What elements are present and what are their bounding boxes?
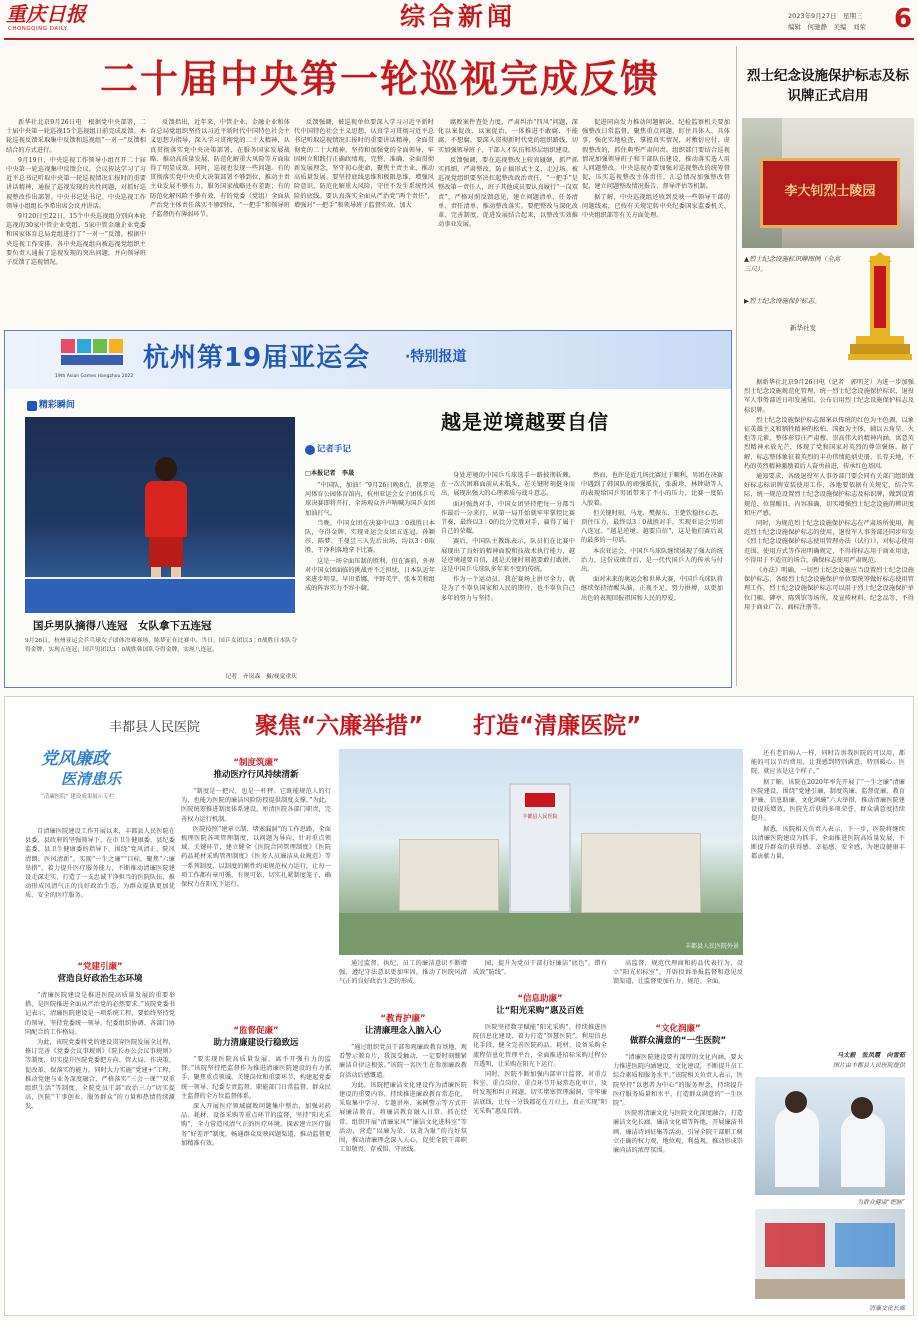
- note-label: 记者手记: [316, 444, 351, 455]
- article-paragraph: “中国队，加油！”9月26日晚8点，拱墅运河体育公园体育馆内，杭州亚运会女子团体乒乓球决赛即将开打，全场观众齐声呐喊为国乒女团加油打气。: [305, 482, 435, 517]
- lead-column-1: [6, 118, 146, 326]
- hospital-paragraph: 同时，医院不断加强内部审计监督，对重点科室、重点岗位、重点环节开展常态化审计，及时发现和纠正问题，切实堵塞管理漏洞，守牢廉洁底线，让每一分钱都花在刀刃上，真正实现“阳光采购”惠及百姓。: [473, 1071, 607, 1115]
- hospital-paragraph: 通过监督、执纪，员工的廉洁意识不断增强，遵纪守法意识更加牢固，推动了医院风清气正的良好政治生态的形成。: [339, 960, 467, 986]
- article-paragraph: 这是一场全面压制的胜利，但在赛前，外界对中国女团面临的挑战并不乏担忧，日本队近年来进步明显，早田希娜、平野美宇、张本美和组成的阵容实力不容小觑。: [305, 557, 435, 593]
- lead-paragraph: 9月20日至22日，15个中央巡视组分别向本轮巡视的30家中管企业党组、5家中管金融企业党委和国家体育总局党组进行了“一对一”反馈。根据中央巡视工作安排，各中央巡视组向被巡视党组织主要负责人通报了巡视发现的突出问题，并向领导班子反馈了巡视情况。: [6, 213, 146, 267]
- hospital-section: [4, 696, 914, 1316]
- subhead-party-building-a: “党建引廉”: [77, 962, 123, 972]
- subhead-culture-a: “文化润廉”: [655, 1024, 701, 1034]
- logo-line-3: “清廉医院” 建设成果展示专栏: [41, 794, 115, 800]
- hospital-paragraph: “清廉医院建设是推进医院高质量发展的重要举措，是医院推进全面从严治党的必然要求。”该院党委书记表示，清廉医院建设是一项系统工程，要始终坚持党的领导，坚持党委统一领导、纪委组织协调、各部门协同配合的工作格局。: [25, 992, 175, 1036]
- page-number: 6: [894, 4, 913, 34]
- article-column-1: [305, 481, 435, 681]
- lead-column-2: [150, 118, 290, 326]
- asian-games-box: [4, 330, 732, 688]
- hospital-paragraph: 还有老旧病人一样，同时告诉我医院的可以用，都能的可以节约费用，让我感到特别满意，特别暖心。医院，就应该是这个样子。”: [751, 750, 905, 776]
- subhead-education: [339, 1013, 467, 1037]
- lead-paragraph: 促进同向发力推动问题解决。纪检监察机关要加强整改日常监督，聚焦重点问题，盯住具体人、具体事，强化实地检查，掌握真实情况，对敷衍应付、虚假整改的，抓住典型严肃问责。组织部门要结合巡视情况加强领导班子和干部队伍建设，推动落实选人用人问题整改。中央巡视办要加强对巡视整改的统筹督促，压实巡视整改主体责任，汇总情况加强整改督促，建立问题整改情况报告、督导评估等机制。: [582, 119, 730, 191]
- note-label-box: [305, 445, 369, 467]
- sidebar-body: [744, 378, 914, 688]
- hospital-paragraph: 医院将清廉文化与医院文化深度融合，打造廉洁文化长廊、廉洁文化墙等阵地，开展廉洁书画、廉洁诗词征集等活动，引导全院干部职工树立正确的权力观、地位观、利益观，推动形成崇廉尚洁的浓厚氛围。: [613, 1110, 743, 1155]
- subhead-system-b: 推动医疗行风持续清新: [213, 770, 299, 780]
- article-paragraph: 本次亚运会，中国乒乓球队继续展现了强大的统治力，这份成绩背后，是一代代国乒人的传承与付出。: [581, 547, 723, 574]
- hospital-paragraph: 高监督，规范代理商和药品代表行为，设立“阳光招标室”，开辟投诉举报监督和意见反馈渠道，让监督更加有力、规范、全面。: [613, 960, 743, 986]
- photo-credit: 记者 齐岚森 摄/视觉重庆: [225, 674, 297, 680]
- article-paragraph: 然而，也许是近几场比赛过于顺利，男团在决赛中遇到了韩国队的顽强抵抗，张禹珍、林钟勋等人的表现给国乒男团带来了不小的压力，比赛一度陷入胶着。: [581, 472, 723, 507]
- hospital-paragraph: “要实现医院高质量发展，离不开强有力的监督。”该院坚持把监督作为推进清廉医院建设的有力抓手，聚焦重点领域、关键岗位和重要环节，构建起党委统一领导、纪委专责监督、职能部门日常监督、群众民主监督的全方位监督体系。: [181, 1056, 331, 1100]
- article-headline: 越是逆境越要自信: [441, 410, 609, 434]
- memorial-sign-text: 李大钊烈士陵园: [784, 184, 876, 199]
- sidebar-credit: 新华社发: [790, 324, 816, 332]
- logo-line-2: 医清患乐: [61, 770, 122, 788]
- subhead-education-b: 让清廉理念入脑入心: [364, 1026, 442, 1036]
- pen-icon: [305, 445, 315, 455]
- subhead-party-building: [25, 961, 175, 985]
- hospital-intro: [25, 827, 175, 957]
- protection-emblem: [848, 252, 912, 370]
- newspaper-logo-en: CHONGQING DAILY: [8, 26, 68, 32]
- hospital-paragraph: 园，提升为党员干部打好廉洁“底色”，错有成效“防线”。: [473, 960, 607, 977]
- hospital-column-f: [751, 749, 905, 1045]
- hospital-paragraph: 医院坚持数字赋能“阳光采购”，持续推进医院信息化建设，着力打造“智慧医院”。利用信息化手段，健全完善医院药品、耗材、设备采购全流程信息化管理平台，全面推进招标采购过程公开透明，让采购在阳光下运行。: [473, 1024, 607, 1068]
- sidebar-legend-1: ▲烈士纪念设施标识牌图例（全高三尺）。: [744, 255, 840, 273]
- doctor-photo-caption: 为群众健康“把脉”: [856, 1199, 905, 1206]
- lead-column-4: [438, 118, 578, 326]
- memorial-sign: [760, 158, 900, 228]
- clean-hospital-logo: [41, 749, 161, 819]
- sidebar-headline: 烈士纪念设施保护标志及标识牌正式启用: [747, 68, 909, 104]
- lead-headline: 二十届中央第一轮巡视完成反馈: [99, 57, 660, 101]
- lead-paragraph: 腐败案件查处力度，严肃纠治“四风”问题，深化以案促改、以案促治，一体推进不敢腐、不能腐、不想腐。要深入贯彻新时代党的组织路线，切实加强领导班子、干部人才队伍和基层组织建设。: [438, 119, 578, 154]
- doctor-photo: [755, 1077, 905, 1195]
- hospital-byline: 马太毅 张凤霞 向雪茹: [836, 1052, 905, 1059]
- masthead-rule: [4, 38, 914, 40]
- sidebar-paragraph: 同时，为规范烈士纪念设施保护标志在严肃场所使用，规范烈士纪念设施保护标志的使用，退役军人事务部还同步印发《烈士纪念设施保护标志使用管理办法（试行）》，对标志使用范围、使用方式等作出明确规定，不得将标志用于商业用途，不得用于不适宜的场合，确保标志使用严肃规范。: [744, 520, 914, 564]
- issue-date: 2023年9月27日 星期三: [788, 12, 863, 20]
- section-title: 综合新闻: [400, 2, 517, 31]
- subhead-supervision-a: “监督促廉”: [233, 1026, 279, 1036]
- hospital-mid-1: [339, 959, 467, 999]
- hospital-tower: [509, 783, 571, 913]
- subhead-supervision-b: 助力清廉建设行稳致远: [213, 1038, 299, 1048]
- sidebar-photo: [742, 118, 914, 248]
- article-paragraph: 面对强劲对手，中国女团坚持把每一分都当作最后一分来打，从第一局开始就牢牢掌控比赛节奏，最终以3∶0的比分完胜对手，赢得了属于自己的荣耀。: [441, 500, 575, 536]
- lead-column-5: [582, 118, 730, 326]
- sidebar-paragraph: 通知要求，各级退役军人事务部门要会同有关部门组织做好标志标识牌安装使用工作，各地要依据有关规定，结合实际，统一规范设置烈士纪念设施保护标志及标识牌，做到设置规范、位置醒目、内容准确，切实增强烈士纪念设施的辨识度和庄严感。: [744, 473, 914, 517]
- hospital-sign: 丰都县人民医院: [522, 814, 558, 820]
- sidebar-divider: [736, 46, 737, 686]
- hospital-paragraph: 据悉，该院相关负责人表示，下一步，医院将继续以清廉医院建设为抓手，全面推进医院高质量发展，不断提升群众的获得感、幸福感、安全感，为建设健康丰都贡献力量。: [751, 825, 905, 861]
- asian-games-emblem: [55, 337, 135, 385]
- hospital-column-b2: [181, 1055, 331, 1311]
- hospital-paragraph: 自清廉医院建设工作开展以来，丰都县人民医院在县委、县政府的坚强领导下，在市卫生健康委、县纪委监委、县卫生健康委的指导下，围绕“党风清正、院风清朗、医风清新”，实现“一生之廉”“目标，聚焦“六廉举措”，着力提升医疗服务能力，不断推动清廉医院建设走深走实，打造了一支忠诚干净担当的医院队伍，推动形成风清气正的良好政治生态，为群众提供更加优质、安全的医疗服务。: [25, 828, 175, 900]
- hospital-paragraph: 为此，该院党委将党的建设贯穿医院发展全过程，修订完善《党委会议事规则》《院长办公会议事规则》等制度，切实提升医院党委把方向、管大局、作决策、促改革、保落实的能力。同时大力实施“党建+”工程，推动党建与业务深度融合，严格落实“三会一课”“双重组织生活”等制度，全院党员干部“政治三力”切实提高，医院“干事创业、服务群众”的力量和热情持续激发。: [25, 1039, 175, 1111]
- article-column-3: [581, 471, 723, 683]
- asian-games-banner: [5, 331, 731, 389]
- corridor-photo-caption: 清廉文化长廊: [868, 1305, 905, 1312]
- camera-icon: [27, 401, 37, 411]
- hospital-byline-sub: 图片由丰都县人民医院提供: [832, 1062, 905, 1069]
- newspaper-logo: 重庆日报: [6, 2, 86, 26]
- hospital-headline-a: 聚焦“六廉举措”: [255, 713, 424, 739]
- hospital-paragraph: “清廉医院建设要有深厚的文化内涵，要大力推进医院内涵建设、文化建设，不断提升员工综合素质和服务水平。”该院相关负责人表示，医院坚持“以患者为中心”的服务理念，持续提升医疗服务质量和水平，打造群众满意的“一生医院”。: [613, 1054, 743, 1108]
- article-paragraph: 当晚，中国女团在决赛中以3∶0战胜日本队，夺得金牌，实现亚运会女团五连冠。孙颖莎、陈梦、王曼昱三人先后出场，均以3∶0取胜，干净利落地拿下比赛。: [305, 519, 435, 555]
- lead-paragraph: 新华社北京9月26日电 根据党中央部署，二十届中央第一轮巡视15个巡视组日前完成反馈。本轮巡视反馈采取集中反馈和巡视组“一对一”反馈相结合的方式进行。: [6, 119, 146, 154]
- subhead-information: [473, 993, 607, 1017]
- photo-headline: 国乒男队摘得八连冠 女队拿下五连冠: [33, 620, 212, 632]
- hospital-paragraph: 据了解，该院在2020年率先开展了“一生之廉”清廉医院建设，围绕“党建引廉、制度筑廉、监督促廉、教育护廉、信息助廉、文化润廉”六大举措，推动清廉医院建设提质增效，医院先后获得多项荣誉，群众满意度持续提升。: [751, 778, 905, 823]
- subhead-information-b: 让“阳光采购”惠及百姓: [496, 1006, 584, 1016]
- emblem-caption: 19th Asian Games Hangzhou 2022: [55, 374, 134, 379]
- asian-games-title: 杭州第19届亚运会: [143, 343, 371, 373]
- subhead-culture: [613, 1023, 743, 1047]
- sidebar-legend-2: ▶烈士纪念设施保护标志。: [744, 297, 821, 305]
- hospital-paragraph: “制度是一把尺，也是一杆秤。它既能规范人的行为，也能为医院的廉洁风险防控提供制度支撑。”为此，医院统筹推进制度体系建设，厘清医院各部门职责，完善权力运行机制。: [181, 788, 331, 823]
- hospital-building-photo: [339, 749, 743, 955]
- hospital-photo-caption: 丰都县人民医院外景: [684, 943, 739, 950]
- lead-paragraph: 据了解，中央巡视组还收到反映一些领导干部的问题线索，已按有关规定转中央纪委国家监委机关、中央组织部等有关方面处理。: [582, 193, 730, 220]
- article-paragraph: 作为一个运动员，我在赛场上拼尽全力，就是为了不辜负国家和人民的期待，也不辜负自己多年的努力与坚持。: [441, 576, 575, 602]
- hospital-paragraph: 为此，该院把廉洁文化建设作为清廉医院建设的重要内容，持续推进廉政教育常态化，采取集中学习、专题讲座、案例警示等方式开展廉洁教育，将廉洁教育融入日常、抓在经常。组织开展“清廉家风”“廉洁文化进科室”等活动，营造“以廉为荣、以贪为耻”的良好氛围，推动清廉理念深入人心，促使全院干部职工知敬畏、存戒惧、守底线。: [339, 1081, 467, 1154]
- lead-paragraph: 反馈指出，近年来，中管企业、金融企业和体育总局党组织坚持以习近平新时代中国特色社会主义思想为指导，深入学习贯彻党的二十大精神，认真贯彻落实党中央决策部署，在服务国家发展战略、推动高质量发展、防范化解重大风险等方面取得了明显成效。同时，巡视也发现一些问题。有的贯彻落实党中央重大决策部署不够到位，推动主责主业发展不够有力，服务国家战略还有差距；有的防范化解风险不够有效，有的党委（党组）全面从严治党主体责任落实不够到位，“一把手”和领导班子监督仍有薄弱环节。: [150, 119, 290, 219]
- hospital-column-d: [473, 1023, 607, 1311]
- article-paragraph: 但关键时刻，马龙、樊振东、王楚钦稳住心态，顶住压力，最终以3∶0战胜对手，实现亚运会男团八连冠。“越是逆境，越要自信”，这是他们赛后说的最多的一句话。: [581, 509, 723, 545]
- table-tennis-table: [25, 577, 295, 613]
- lead-column-3: [294, 118, 434, 326]
- hospital-paragraph: 医院按照“建章立制、堵塞漏洞”的工作思路，全面梳理医院各项管理制度，以问题为导向，针对重点领域、关键环节，建立健全《医院合同管理制度》《医院药品耗材采购管理制度》《医务人员廉洁从业规范》等一系列制度，以制度的刚性约束规范权力运行，让每一项工作都有章可循、有规可依，切实扎紧制度笼子，确保权力在阳光下运行。: [181, 825, 331, 889]
- subhead-education-a: “教育护廉”: [380, 1014, 426, 1024]
- sidebar-paragraph: 据新华社北京9月26日电（记者 郭明芝）为进一步加强烈士纪念设施规范化管理，统一烈士纪念设施保护标识，退役军人事务部近日印发通知，公布启用烈士纪念设施保护标志及标识牌。: [744, 379, 914, 414]
- issue-editors: 编辑 何驰静 美编 刘荣: [788, 23, 866, 31]
- subhead-system-a: “制度筑廉”: [233, 758, 279, 768]
- highlight-tag-label: 精彩瞬间: [38, 400, 75, 411]
- hospital-column-a: [25, 991, 175, 1311]
- logo-line-1: 党风廉政: [41, 749, 109, 769]
- article-byline: □本报记者 李晟: [305, 470, 355, 477]
- hospital-paragraph: 深入开展医疗领域腐败问题集中整治，加强对药品、耗材、设备采购等重点环节的监督，坚持“阳光采购”，全力营造风清气正的医疗环境。探索建立医疗服务“好差评”制度，畅通群众反映问题渠道，推动监督更加精准有效。: [181, 1103, 331, 1147]
- hospital-column-e: [613, 1053, 743, 1311]
- subhead-supervision: [181, 1025, 331, 1049]
- lead-paragraph: 反馈强调，被巡视单位要深入学习习近平新时代中国特色社会主义思想，认真学习贯彻习近平总书记听取巡视情况汇报时的重要讲话精神，全面贯彻党的二十大精神，坚持和加强党的全面领导，牢固树立和践行正确政绩观，完整、准确、全面贯彻新发展理念，坚守初心使命，聚焦主责主业，推动高质量发展。要坚持底线思维和极限思维，增强风险意识，防范化解重大风险，守住不发生系统性风险的底线。要认真落实全面从严治党“两个责任”，增强对“一把手”和领导班子监督实效，加大: [294, 119, 434, 209]
- masthead: [0, 0, 918, 40]
- hospital-mid-3: [613, 959, 743, 999]
- hospital-paragraph: “通过组织党员干部参观廉政教育基地、观看警示教育片，我深受触动，一定要时刻绷紧廉洁自律这根弦。”该院一名医生在参加廉政教育活动后感慨道。: [339, 1044, 467, 1079]
- table-tennis-photo: [25, 417, 295, 613]
- hospital-kicker: 丰都县人民医院: [109, 720, 201, 735]
- subhead-party-building-b: 营造良好政治生态环境: [57, 974, 143, 984]
- subhead-system: [181, 757, 331, 781]
- article-paragraph: 身处逆境的中国乒乓球选手一路披荆斩棘，在一次次困难面前从未低头，在关键时刻挺身而出，展现出强大的心理素质与战斗意志。: [441, 472, 575, 498]
- hospital-column-b1: [181, 787, 331, 1019]
- subhead-information-a: “信息助廉”: [517, 994, 563, 1004]
- article-paragraph: 赛后，中国队主教练表示，队员们在比赛中展现出了良好的精神面貌和技战术执行能力，越是逆境越要自信，越是关键时刻越要敢打敢拼，这是中国乒乓球队多年来不变的传统。: [441, 538, 575, 574]
- subhead-culture-b: 做群众满意的“一生医院”: [629, 1036, 727, 1046]
- article-paragraph: 面对未来的奥运会和世界大赛，中国乒乓球队将继续保持清醒头脑，正视不足，努力拼搏，以更加出色的表现回报祖国和人民的厚爱。: [581, 576, 723, 602]
- lead-paragraph: 反馈强调，要在巡视整改上较真碰硬，抓严抓实抓细，严肃整改，防止搞形式主义、走过场。被巡视党组织要坚决扛起整改政治责任，“一把手”是整改第一责任人，班子其他成员要认真履行“一岗双责”，严格对照反馈意见，建立问题清单、任务清单、责任清单，推动整改落实。要把整改与深化改革、完善制度、促进发展结合起来，以整改实效推动事业发展。: [438, 156, 578, 229]
- lead-paragraph: 9月19日，中央巡视工作领导小组召开二十届中央第一轮巡视集中反馈会议。会议传达学习了习近平总书记听取中央第一轮巡视情况汇报时的重要讲话精神，通报了巡视发现的共性问题，对抓好巡视整改作出部署。中央书记处书记、中央巡视工作领导小组组长李希出席会议并讲话。: [6, 156, 146, 210]
- culture-corridor-photo: [755, 1209, 905, 1299]
- sidebar-paragraph: 烈士纪念设施保护标志图案以传统的红色为主色调，以象征英雄主义和牺牲精神的松柏、国旗为主体，辅以五角星、火炬等元素，整体彰显庄严肃穆、崇高伟大的精神内涵，寓意英烈精神永放光芒，体现了党和国家对英烈的尊崇褒扬。据了解，标志整体象征着英烈的丰功伟绩彪炳史册、长存天地，不朽的英烈精神激励着后人奋勇前进，传承红色基因。: [744, 416, 914, 470]
- article-column-2: [441, 471, 575, 683]
- hospital-column-c: [339, 1043, 467, 1311]
- hangzhou-emblem-icon: [55, 337, 135, 371]
- protection-emblem-icon: [848, 252, 912, 370]
- photo-description: 9月26日，杭州亚运会乒乓球女子团体决赛赛场，陈梦正在比赛中。当日，国乒女团以3∶0战胜日本队夺得金牌，实现五连冠；国乒男团以3∶0战胜韩国队夺得金牌，实现八连冠。: [25, 638, 297, 653]
- sidebar-paragraph: 《办法》明确，一切烈士纪念设施应当设置烈士纪念设施保护标志，各级烈士纪念设施保护单位要统筹做好标志使用管理工作，烈士纪念设施保护标志可以用于烈士纪念设施保护单位门楣、碑亭、陈列馆等场所，及宣传材料、纪念品等，不得用于商业广告、商标注册等。: [744, 567, 914, 611]
- asian-games-tag: ·特别报道: [405, 349, 467, 365]
- highlight-tag: [27, 401, 75, 411]
- hospital-headline-b: 打造“清廉医院”: [473, 713, 642, 739]
